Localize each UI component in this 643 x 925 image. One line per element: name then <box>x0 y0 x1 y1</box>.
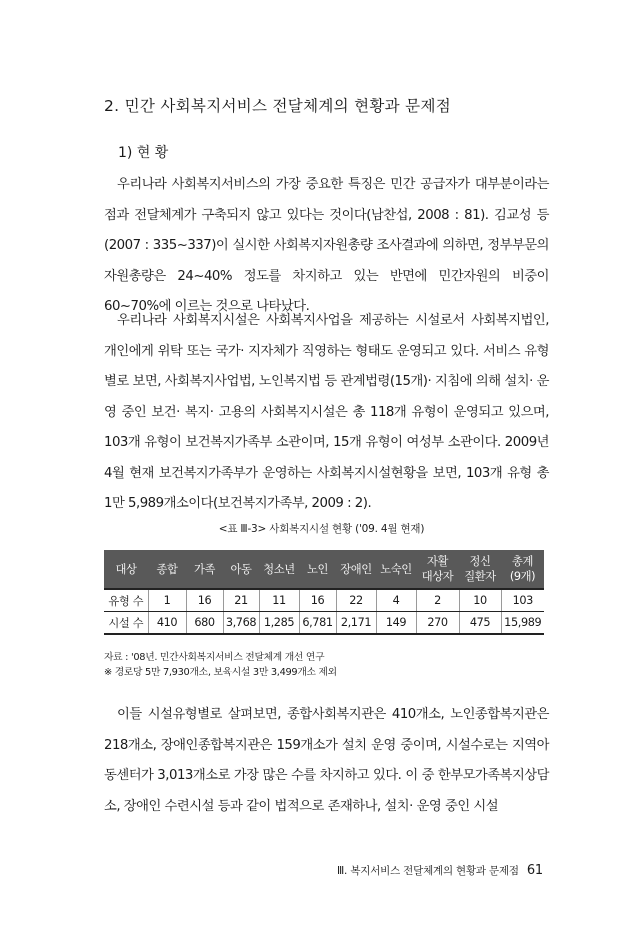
table-cell: 22 <box>336 589 376 612</box>
table-header-cell: 대상 <box>104 550 148 589</box>
table-cell: 2,171 <box>336 612 376 635</box>
table-cell: 10 <box>459 589 501 612</box>
table-cell: 4 <box>376 589 416 612</box>
table-cell: 21 <box>223 589 259 612</box>
table-cell: 6,781 <box>299 612 336 635</box>
table-cell: 3,768 <box>223 612 259 635</box>
table-cell: 2 <box>416 589 459 612</box>
table-cell: 270 <box>416 612 459 635</box>
paragraph-text: 우리나라 사회복지서비스의 가장 중요한 특징은 민간 공급자가 대부분이라는 점과 전달체계가 구축되지 않고 있다는 것이다(남찬섭, 2008 : 81). 김교성 등(2007 : 335~337)이 실시한 사회복지자원총량 조사결과에 의하면, 정부부문의 자원총량은 24~40% 정도를 차지하고 있는 반면에 민간자원의 비중이 60~70%에 이르는 것으로 나타났다. <box>104 177 549 314</box>
table-header-cell: 자활 대상자 <box>416 550 459 589</box>
table-cell: 1 <box>148 589 186 612</box>
page-footer <box>337 863 543 878</box>
table-cell: 103 <box>501 589 544 612</box>
table-header-cell: 노숙인 <box>376 550 416 589</box>
table-cell: 16 <box>299 589 336 612</box>
table-cell: 유형 수 <box>104 589 148 612</box>
table-row <box>104 612 544 635</box>
paragraph-text: 우리나라 사회복지시설은 사회복지사업을 제공하는 시설로서 사회복지법인, 개인에게 위탁 또는 국가· 지자체가 직영하는 형태도 운영되고 있다. 서비스 유형별로 보면, 사회복지사업법, 노인복지법 등 관계법령(15개)· 지침에 의해 설치· 운영 중인 보건· 복지· 고용의 사회복지시설은 총 118개 유형이 운영되고 있으며, 103개 유형이 보건복지가족부 소관이며, 15개 유형이 여성부 소관이다. 2009년 4월 현재 보건복지가족부가 운영하는 사회복지시설현황을 보면, 103개 유형 총 1만 5,989개소이다(보건복지가족부, 2009 : 2). <box>104 313 549 511</box>
table-header-cell: 노인 <box>299 550 336 589</box>
table-source-note: 자료 : '08년. 민간사회복지서비스 전달체계 개선 연구 <box>104 652 325 663</box>
body-paragraph-3 <box>104 700 549 822</box>
table-header-cell: 청소년 <box>259 550 299 589</box>
paragraph-text: 이들 시설유형별로 살펴보면, 종합사회복지관은 410개소, 노인종합복지관은 218개소, 장애인종합복지관은 159개소가 설치 운영 중이며, 시설수로는 지역아동센터가 3,013개소로 가장 많은 수를 차지하고 있다. 이 중 한부모가족복지상담소, 장애인 수련시설 등과 같이 법적으로 존재하나, 설치· 운영 중인 시설 <box>104 707 549 814</box>
facility-status-table <box>104 550 544 635</box>
table-header-cell: 종합 <box>148 550 186 589</box>
subsection-title: 1) 현 황 <box>118 145 169 161</box>
table-header-cell: 정신 질환자 <box>459 550 501 589</box>
table-header-cell: 가족 <box>186 550 223 589</box>
table-remark-note: ※ 경로당 5만 7,930개소, 보육시설 3만 3,499개소 제외 <box>104 667 337 678</box>
table-cell: 시설 수 <box>104 612 148 635</box>
page-number: 61 <box>526 863 543 878</box>
body-paragraph-1 <box>104 170 549 323</box>
table-header-row <box>104 550 544 589</box>
table-cell: 410 <box>148 612 186 635</box>
section-title: 2. 민간 사회복지서비스 전달체계의 현황과 문제점 <box>104 97 451 115</box>
table-cell: 475 <box>459 612 501 635</box>
table-cell: 1,285 <box>259 612 299 635</box>
table-cell: 149 <box>376 612 416 635</box>
table-header-cell: 장애인 <box>336 550 376 589</box>
table-cell: 11 <box>259 589 299 612</box>
table-cell: 15,989 <box>501 612 544 635</box>
table-header-cell: 아동 <box>223 550 259 589</box>
table-row <box>104 589 544 612</box>
table-cell: 16 <box>186 589 223 612</box>
table-caption: <표 Ⅲ-3> 사회복지시설 현황 ('09. 4월 현재) <box>218 523 425 535</box>
running-chapter-title: Ⅲ. 복지서비스 전달체계의 현황과 문제점 <box>337 865 519 877</box>
body-paragraph-2 <box>104 306 549 520</box>
table-cell: 680 <box>186 612 223 635</box>
table-header-cell: 총계 (9개) <box>501 550 544 589</box>
